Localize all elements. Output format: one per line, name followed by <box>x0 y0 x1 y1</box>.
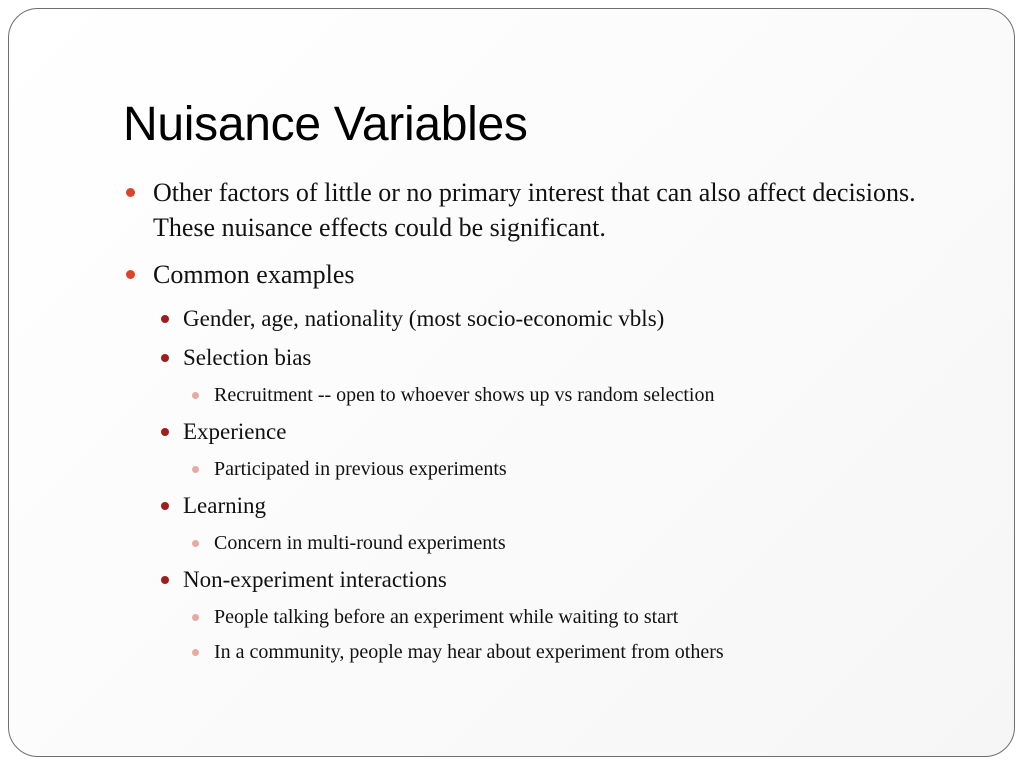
bullet-dot-icon <box>192 392 199 399</box>
bullet-item-level1 <box>123 175 953 245</box>
bullet-dot-icon <box>161 576 169 584</box>
bullet-dot-icon <box>126 188 135 197</box>
bullet-text: In a community, people may hear about experiment from others <box>214 641 724 663</box>
bullet-dot-icon <box>161 502 169 510</box>
bullet-list <box>123 175 953 674</box>
bullet-item-level2 <box>154 417 953 447</box>
bullet-dot-icon <box>126 270 135 279</box>
bullet-text: Participated in previous experiments <box>214 458 507 480</box>
bullet-text: Recruitment -- open to whoever shows up vs random selection <box>214 384 715 406</box>
bullet-dot-icon <box>161 315 169 323</box>
bullet-dot-icon <box>192 466 199 473</box>
bullet-item-level3 <box>184 382 953 408</box>
bullet-item-level2 <box>154 565 953 595</box>
bullet-text: Selection bias <box>183 345 312 370</box>
bullet-text: Other factors of little or no primary interest that can also affect decisions. These nuisance effects could be significant. <box>153 178 916 242</box>
bullet-text: Concern in multi-round experiments <box>214 532 506 554</box>
bullet-text: Experience <box>183 419 287 444</box>
bullet-item-level3 <box>184 530 953 556</box>
slide-frame <box>8 8 1015 757</box>
bullet-dot-icon <box>161 354 169 362</box>
bullet-text: Common examples <box>153 260 355 289</box>
bullet-item-level3 <box>184 639 953 665</box>
bullet-item-level3 <box>184 456 953 482</box>
bullet-item-level2 <box>154 343 953 373</box>
bullet-item-level2 <box>154 304 953 334</box>
bullet-text: Non-experiment interactions <box>183 567 447 592</box>
bullet-text: Gender, age, nationality (most socio-economic vbls) <box>183 306 665 331</box>
bullet-item-level3 <box>184 604 953 630</box>
bullet-dot-icon <box>192 614 199 621</box>
bullet-text: Learning <box>183 493 267 518</box>
bullet-item-level2 <box>154 491 953 521</box>
bullet-dot-icon <box>192 649 199 656</box>
bullet-dot-icon <box>192 540 199 547</box>
slide-title: Nuisance Variables <box>123 98 528 151</box>
bullet-text: People talking before an experiment while waiting to start <box>214 606 679 628</box>
bullet-item-level1 <box>123 257 953 292</box>
bullet-dot-icon <box>161 428 169 436</box>
